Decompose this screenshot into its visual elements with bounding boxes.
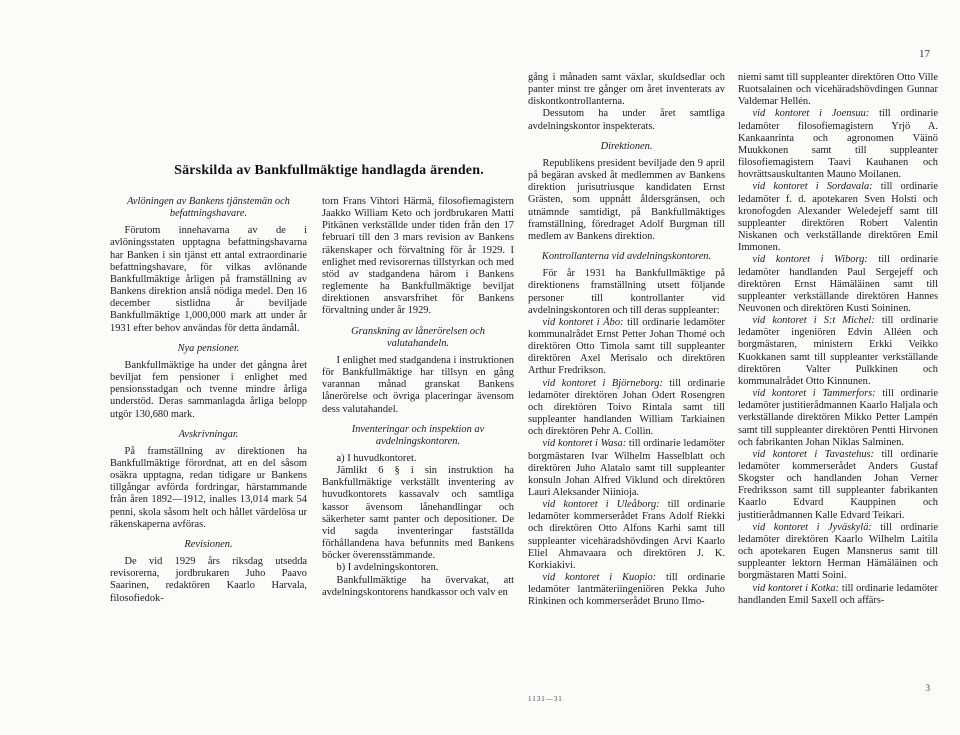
subheading: Nya pensioner. [177,342,240,354]
office-name: vid kontoret i S:t Michel: [752,315,875,327]
subheading: Inventeringar och inspektion av avdelningskontoren. [351,423,485,447]
paragraph: Förutom innehavarna av de i avlöningsstaten upptagna befattningshavarna har Banken i sin tjänst ett antal extraordinarie befattningshavare, för vilkas avlönande Bankfullmäktige årligen på framställning av Bankens direktion anslå nödiga medel. Den 16 december sistlidna år beviljade Bankfullmäktige 1,000,000 mark att under år 1931 efter behov användas för detta ändamål. [110,225,307,334]
paragraph: Bankfullmäktige ha under det gångna året beviljat fem pensioner i enlighet med pensionsstadgan och tvenne mindre årliga understöd. Deras sammanlagda årliga belopp utgör 130,680 mark. [110,359,307,420]
text-column-4 [738,72,938,607]
continued-paragraph: torn Frans Vihtori Härmä, filosofiemagistern Jaakko William Keto och jordbrukaren Matti Pitkänen verkställde under tiden från den 17 februari till den 3 mars revision av Bankens räkenskaper och förvaltning för år 1929. I enlighet med revisorernas tillstyrkan och med stöd av stadgandena härom i Bankens reglemente ha Bankfullmäktige beviljat direktionen ansvarsfrihet för Bankens förvaltning under år 1929. [322,196,514,317]
office-name: vid kontoret i Uleåborg: [542,499,660,511]
office-paragraph [528,378,725,439]
subheading: Granskning av lånerörelsen och valutahandeln. [351,325,485,349]
paragraph: I enlighet med stadgandena i instruktionen för Bankfullmäktige har tillsyn en gång varannan månad granskat Bankens lånerörelse och övriga placeringar ävensom dess valutahandel. [322,354,514,415]
office-paragraph [738,315,938,388]
office-name: vid kontoret i Wiborg: [752,254,868,266]
office-paragraph [528,438,725,499]
office-text: till ordinarie ledamöter f. d. apotekaren Sven Holsti och kronofogden Alexander Weledejeff samt till suppleanter direktören Robert Valentin Niskanen och verkställande direktören Emil Immonen. [738,181,939,254]
list-item: a) I huvudkontoret. [336,452,417,464]
printer-signature: 1131—31 [528,695,563,703]
text-column-3 [528,72,725,609]
office-name: vid kontoret i Tavastehus: [752,448,875,460]
office-name: vid kontoret i Kotka: [752,582,840,594]
text-column-2 [322,196,514,599]
subheading: Avlöningen av Bankens tjänstemän och befattningshavare. [127,196,290,220]
office-paragraph [738,583,938,607]
office-text: till ordinarie ledamöter handlanden Emil Saxell och affärs- [738,582,938,606]
page-number: 17 [919,48,930,60]
office-text: till ordinarie ledamöter kommerserådet Anders Gustaf Skogster och handlanden Johan Verner Fredriksson samt till suppleanter fabrikanten Kaarlo Edvard Kauppinen och justitierådmannen Kalle Edvard Teikari. [738,448,938,521]
office-paragraph [738,181,938,254]
text-column-1 [110,196,307,605]
office-text: till ordinarie ledamöter handlanden Paul Sergejeff och direktören Ernst Hämäläinen samt till suppleanter verkställande direktören Hannes Neuvonen och direktören Kusti Soininen. [738,254,938,314]
office-name: vid kontoret i Jyväskylä: [752,521,872,533]
paragraph: Republikens president beviljade den 9 april på begäran avsked åt medlemmen av Bankens direktion jurisutriusque kandidaten Ernst Grästen, som uppnått åldersgränsen, och utnämnde samtidigt, på Bankfullmäktiges framställning, föredraget Adolf Burgman till medlem av Bankens direktion. [528,157,725,242]
office-name: vid kontoret i Kuopio: [542,572,657,584]
office-text: till ordinarie ledamöter direktören Kaarlo Wilhelm Laitila och apotekaren Eugen Mansnerus samt till suppleanter lektorn Herman Hämäläinen och borgmästaren Matti Soini. [738,521,938,582]
office-text: till ordinarie ledamöter kommerserådet Frans Adolf Riekki och direktören Otto Alfons Karhi samt till suppleanter vicehäradshövdingen Arvi Kaarlo Eliel Ahmavaara och direktören J. K. Korkiakivi. [528,499,725,571]
office-text: till ordinarie ledamöter justitierådmannen Kaarlo Haljala och verkställande direktören Mikko Petter Lampén samt till suppleanter direktören Pentti Hirvonen och fabrikanten Johan Niklas Salminen. [738,388,938,448]
paragraph: Bankfullmäktige ha övervakat, att avdelningskontorens handkassor och valv en [322,574,514,598]
office-name: vid kontoret i Åbo: [542,316,624,328]
signature-mark: 3 [925,683,930,693]
continued-paragraph: niemi samt till suppleanter direktören Otto Ville Ruotsalainen och vicehäradshövdingen Gunnar Valdemar Hellén. [738,72,938,108]
subheading: Avskrivningar. [178,428,239,440]
office-paragraph [528,572,725,608]
subheading: Kontrollanterna vid avdelningskontoren. [541,251,712,263]
office-name: vid kontoret i Joensuu: [752,108,870,120]
office-text: till ordinarie ledamöter direktören Johan Odert Rosengren och direktören Toivo Rintala samt till suppleanter handlanden William Tarkiainen och direktören Pehr A. Collin. [528,377,725,438]
paragraph: De vid 1929 års riksdag utsedda revisorerna, jordbrukaren Juho Paavo Saarinen, redaktören Kaarlo Harvala, filosofiedok- [110,556,307,604]
office-paragraph [738,522,938,583]
office-paragraph [528,499,725,572]
office-name: vid kontoret i Wasa: [542,438,627,450]
subheading: Direktionen. [600,140,653,152]
paragraph: Jämlikt 6 § i sin instruktion ha Bankfullmäktige verkställt inventering av huvudkontorets kassavalv och samtliga kassor ävensom lånehandlingar och säkerheter samt panter och depositioner. De vid sagda inventeringar fastställda förhållandena hava befunnits med Bankens böcker överensstämmande. [322,465,514,562]
list-item: b) I avdelningskontoren. [336,562,439,574]
continued-paragraph: gång i månaden samt växlar, skuldsedlar och panter minst tre gånger om året inventerats av diskontkontrollanterna. [528,72,725,108]
office-text: till ordinarie ledamöter ingeniören Edvin Alléen och borgmästaren, ministern Erkki Veikko Kuokkanen samt till suppleanter verkställande direktören Valter Pulkkinen och kommunalrådet Otto Kinnunen. [738,315,938,387]
office-text: till ordinarie ledamöter lantmäteriingeniören Pekka Juho Rinkinen och kommerserådet Bruno Ilmo- [528,572,725,608]
subheading: Revisionen. [184,538,233,550]
office-text: till ordinarie ledamöter kommunalrådet Ernst Petter Johan Thomé och direktören Otto Timola samt till suppleanter direktören Axel Merisalo och direktören Arthur Fredrikson. [528,316,725,377]
paragraph: På framställning av direktionen ha Bankfullmäktige förordnat, att en del såsom osäkra upptagna, redan tidigare ur Bankens tillgångar avförda fordringar, härstammande från åren 1892—1912, inalles 13,014 mark 54 penni, skola såsom helt och hållet värdelösa ur räkenskaperna avföras. [110,445,307,530]
section-heading: Särskilda av Bankfullmäktige handlagda ärenden. [174,163,484,178]
office-paragraph [738,254,938,315]
office-paragraph [528,317,725,378]
paragraph: Dessutom ha under året samtliga avdelningskontor inspekterats. [528,108,725,132]
paragraph: För år 1931 ha Bankfullmäktige på direktionens framställning utsett följande personer till kontrollanter vid avdelningskontoren och till deras suppleanter: [528,268,725,316]
office-text: till ordinarie ledamöter filosofiemagistern Yrjö A. Kankaanrinta och agronomen Väinö Muukkonen samt till suppleanter filosofiemagistern Taavi Kauhanen och hovrättsauskultanten Mauno Moilanen. [738,108,939,181]
office-paragraph [738,449,938,522]
office-paragraph [738,388,938,449]
office-name: vid kontoret i Tammerfors: [752,388,876,400]
office-paragraph [738,108,938,181]
office-name: vid kontoret i Björneborg: [542,377,663,389]
office-text: till ordinarie ledamöter borgmästaren Ivar Wilhelm Hasselblatt och direktören Juho Alatalo samt till suppleanter konsuln Johan Alfred Viklund och direktören Lauri Aleksander Niinioja. [528,438,725,498]
office-name: vid kontoret i Sordavala: [752,181,873,193]
